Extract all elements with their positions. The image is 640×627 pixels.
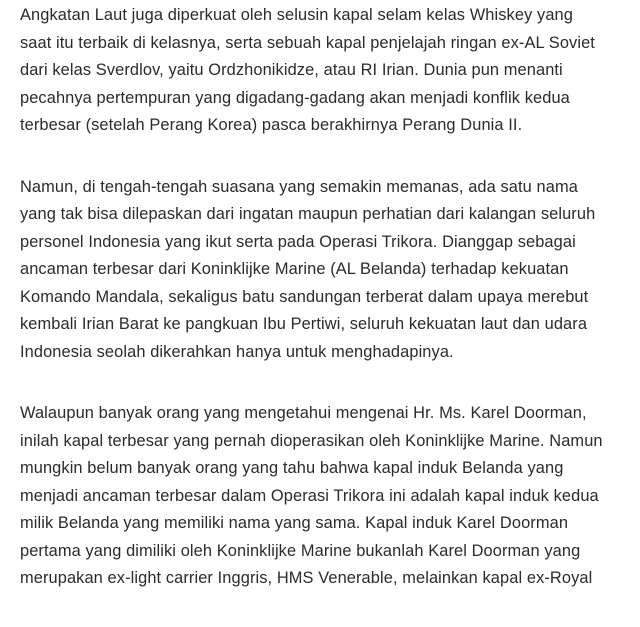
text-line: merupakan ex-light carrier Inggris, HMS Venerable, melainkan kapal ex-Royal	[20, 569, 593, 587]
text-line: saat itu terbaik di kelasnya, serta sebuah kapal penjelajah ringan ex-AL Soviet	[20, 33, 595, 52]
text-line: Walaupun banyak orang yang mengetahui mengenai Hr. Ms. Karel Doorman,	[20, 404, 587, 422]
text-line: ancaman terbesar dari Koninklijke Marine (AL Belanda) terhadap kekuatan	[20, 260, 569, 278]
text-line: yang tak bisa dilepaskan dari ingatan maupun perhatian dari kalangan seluruh	[20, 205, 596, 223]
text-line: kembali Irian Barat ke pangkuan Ibu Pertiwi, seluruh kekuatan laut dan udara	[20, 315, 588, 333]
article-body	[20, 2, 635, 627]
text-line: dari kelas Sverdlov, yaitu Ordzhonikidze, atau RI Irian. Dunia pun menanti	[20, 61, 563, 79]
text-line: Komando Mandala, sekaligus batu sandungan terberat dalam upaya merebut	[20, 287, 589, 306]
paragraph-1	[20, 2, 635, 140]
text-line: milik Belanda yang memiliki nama yang sama. Kapal induk Karel Doorman	[20, 514, 569, 532]
text-line: pertama yang dimiliki oleh Koninklijke Marine bukanlah Karel Doorman yang	[20, 541, 581, 560]
paragraph-3	[20, 400, 635, 593]
paragraph-2	[20, 174, 635, 367]
text-line: personel Indonesia yang ikut serta pada Operasi Trikora. Dianggap sebagai	[20, 232, 576, 251]
text-line: Namun, di tengah-tengah suasana yang semakin memanas, ada satu nama	[20, 177, 578, 196]
text-line: terbesar (setelah Perang Korea) pasca berakhirnya Perang Dunia II.	[20, 116, 523, 134]
text-line: inilah kapal terbesar yang pernah dioperasikan oleh Koninklijke Marine. Namun	[20, 431, 603, 450]
text-line: Indonesia seolah dikerahkan hanya untuk menghadapinya.	[20, 342, 454, 361]
text-line: Angkatan Laut juga diperkuat oleh selusin kapal selam kelas Whiskey yang	[20, 6, 573, 24]
text-line: pecahnya pertempuran yang digadang-gadang akan menjadi konflik kedua	[20, 88, 570, 107]
text-line: menjadi ancaman terbesar dalam Operasi Trikora ini adalah kapal induk kedua	[20, 486, 599, 505]
text-line: mungkin belum banyak orang yang tahu bahwa kapal induk Belanda yang	[20, 459, 564, 477]
